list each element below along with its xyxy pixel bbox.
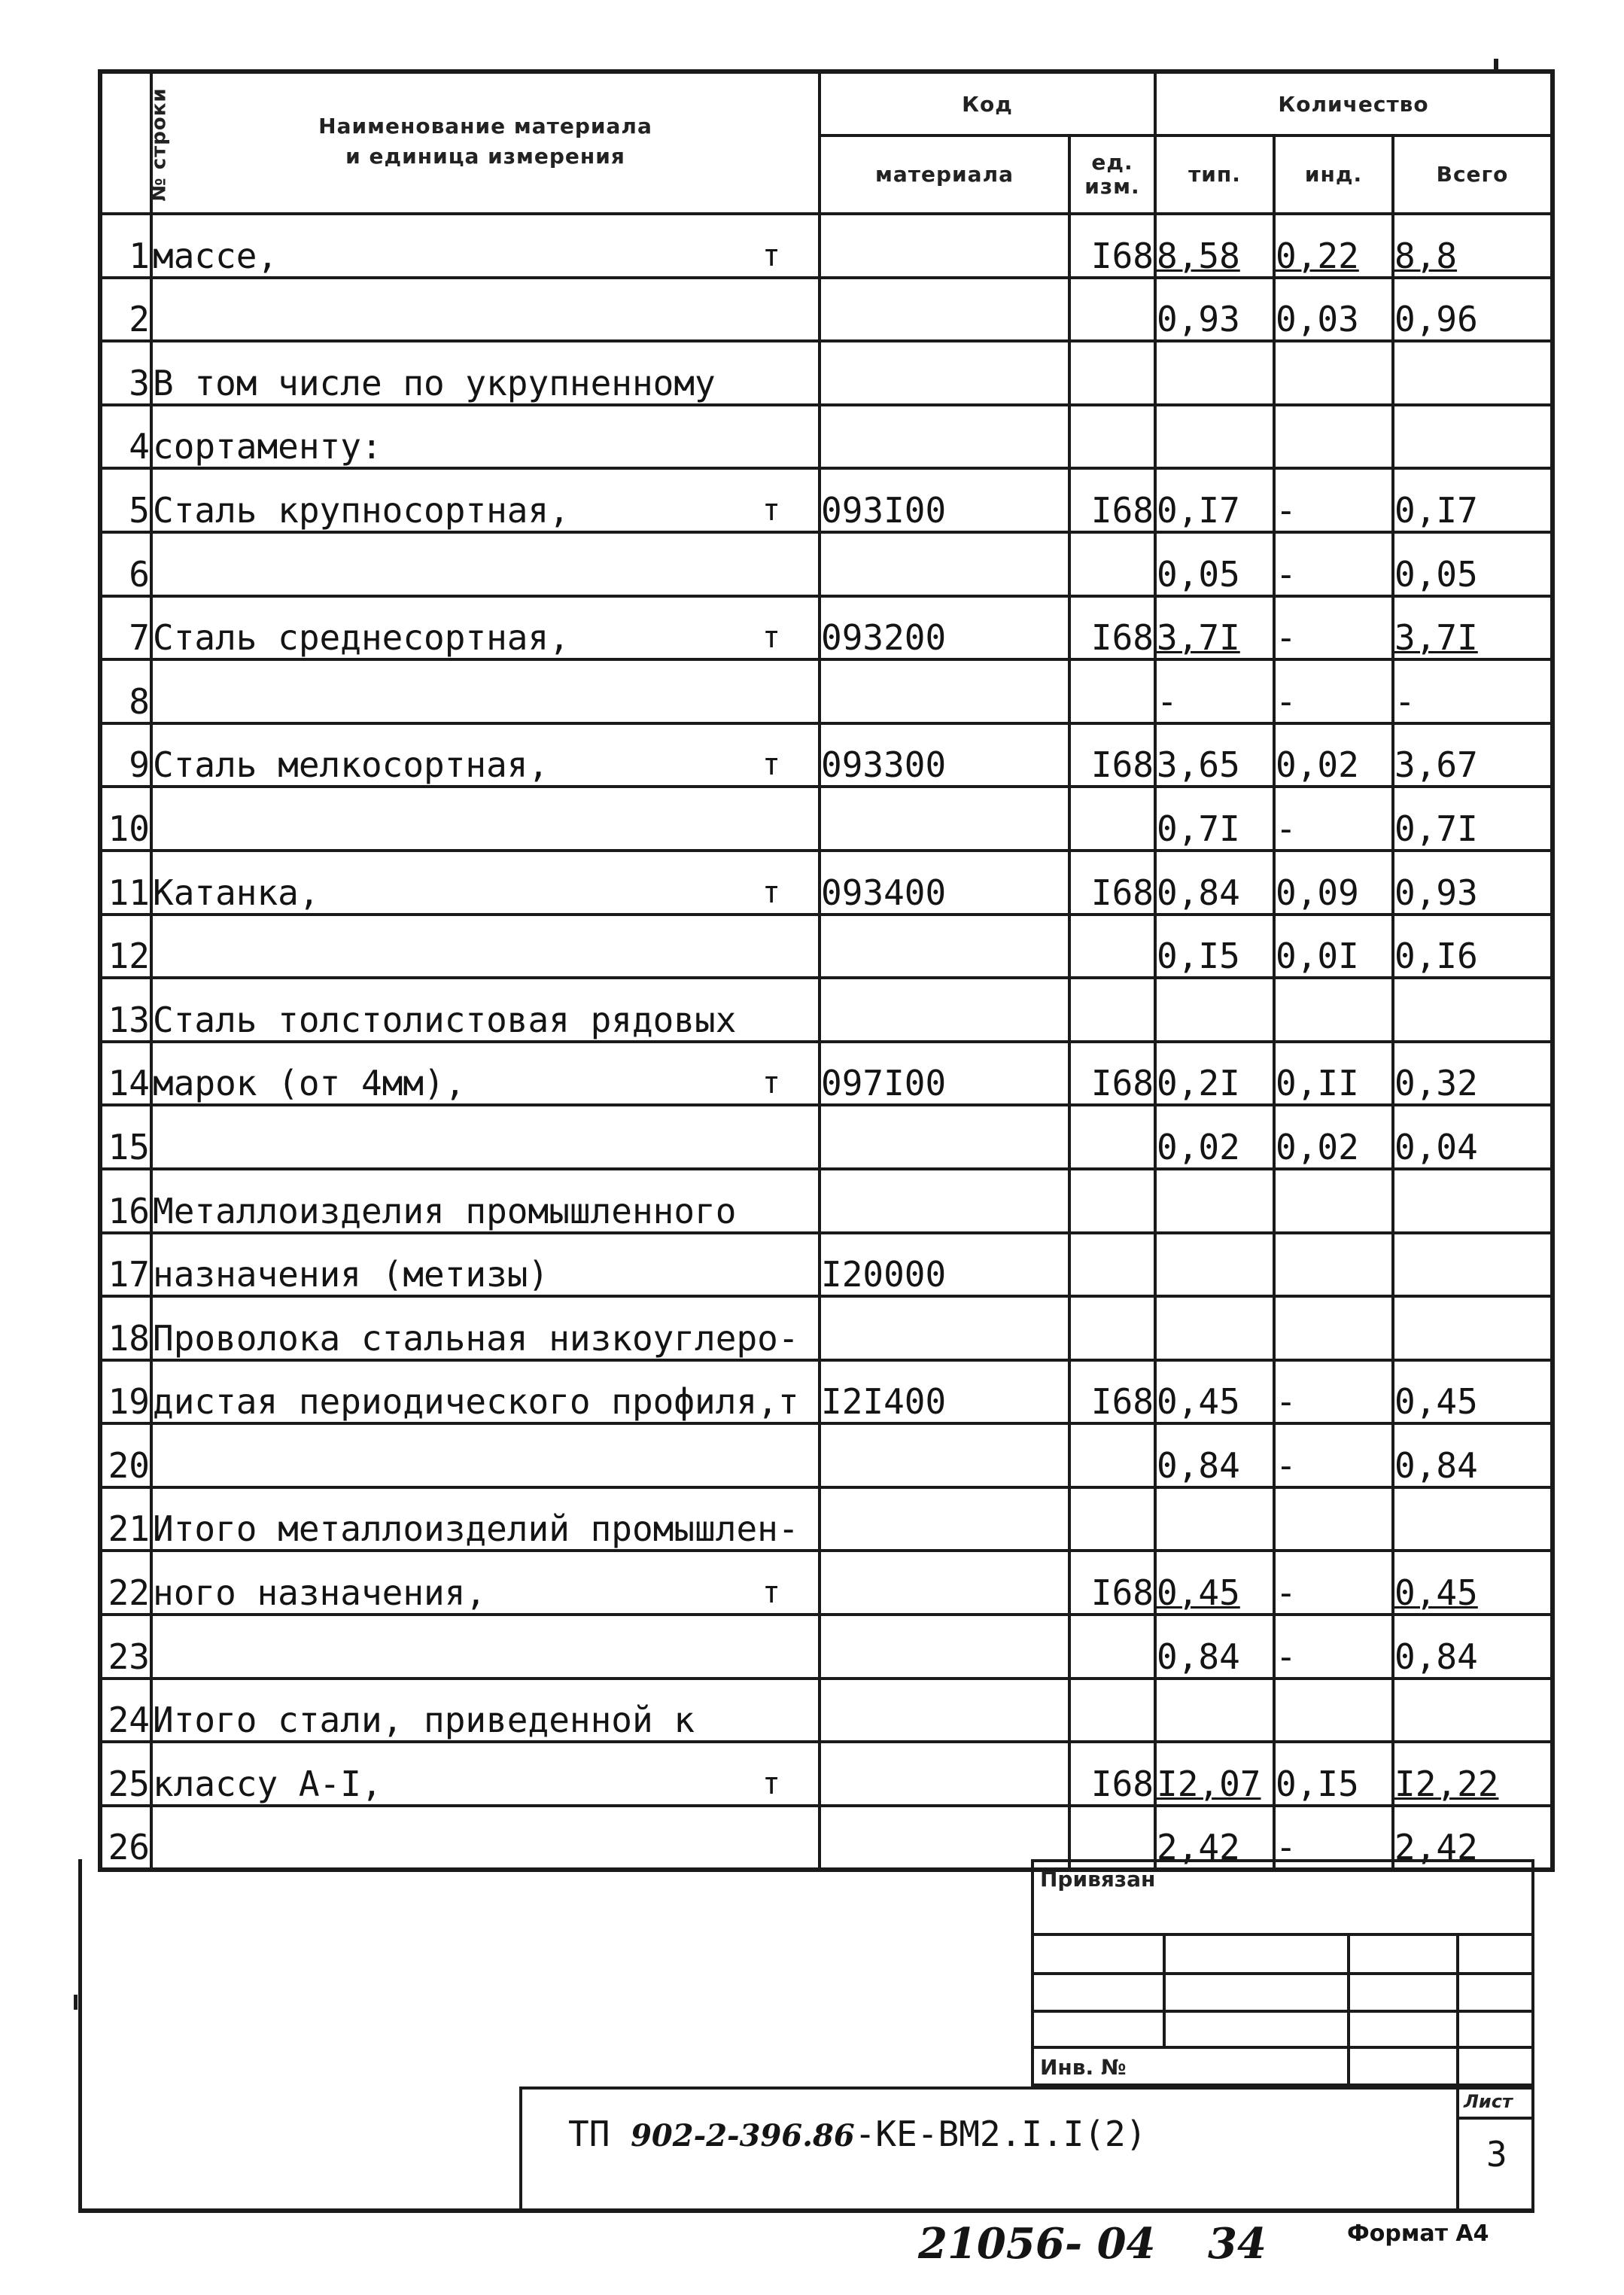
table-row xyxy=(100,1487,1553,1551)
material-name: назначения (метизы) xyxy=(151,1233,820,1297)
unit-code xyxy=(1069,1169,1155,1233)
qty-total: 0,45 xyxy=(1393,1360,1553,1424)
qty-typ-header: тип. xyxy=(1155,135,1274,214)
qty-ind: - xyxy=(1274,532,1393,596)
unit-code: I68 xyxy=(1069,1742,1155,1806)
material-name xyxy=(151,1615,820,1679)
qty-total: 0,93 xyxy=(1393,851,1553,915)
unit-letter: т xyxy=(762,875,780,910)
row-number: 4 xyxy=(100,405,151,469)
qty-typ: - xyxy=(1155,659,1274,723)
material-code xyxy=(820,787,1069,851)
qty-total xyxy=(1393,1487,1553,1551)
qty-ind xyxy=(1274,1296,1393,1360)
qty-total xyxy=(1393,1296,1553,1360)
material-name: ного назначения, т xyxy=(151,1551,820,1615)
unit-header: ед. изм. xyxy=(1069,135,1155,214)
table-row xyxy=(100,1042,1553,1106)
table-row xyxy=(100,1551,1553,1615)
qty-ind: 0,22 xyxy=(1274,214,1393,278)
row-number: 19 xyxy=(100,1360,151,1424)
unit-code: I68 xyxy=(1069,723,1155,787)
unit-letter: т xyxy=(762,620,780,656)
table-row xyxy=(100,978,1553,1042)
qty-ind: - xyxy=(1274,1423,1393,1487)
material-code: I2I400 xyxy=(820,1360,1069,1424)
unit-code: I68 xyxy=(1069,468,1155,532)
material-code: 093I00 xyxy=(820,468,1069,532)
material-name xyxy=(151,278,820,342)
material-name xyxy=(151,1423,820,1487)
row-number: 17 xyxy=(100,1233,151,1297)
table-row xyxy=(100,405,1553,469)
row-number: 1 xyxy=(100,214,151,278)
material-name: Сталь крупносортная, т xyxy=(151,468,820,532)
material-name: Катанка, т xyxy=(151,851,820,915)
unit-code xyxy=(1069,915,1155,979)
qty-ind: 0,03 xyxy=(1274,278,1393,342)
material-name: массе, т xyxy=(151,214,820,278)
sheet-rule xyxy=(1456,2117,1534,2120)
material-code-header: материала xyxy=(820,135,1069,214)
unit-code xyxy=(1069,341,1155,405)
unit-code xyxy=(1069,1296,1155,1360)
linked-label: Привязан xyxy=(1040,1867,1156,1892)
qty-typ: 0,93 xyxy=(1155,278,1274,342)
unit-code xyxy=(1069,1423,1155,1487)
qty-typ: 3,65 xyxy=(1155,723,1274,787)
qty-total: 0,7I xyxy=(1393,787,1553,851)
material-code: 093300 xyxy=(820,723,1069,787)
qty-typ: I2,07 xyxy=(1155,1742,1274,1806)
qty-total: 2,42 xyxy=(1393,1806,1553,1870)
qty-total: 0,84 xyxy=(1393,1615,1553,1679)
material-name-header: Наименование материала и единица измерения xyxy=(151,72,820,214)
qty-typ: 0,84 xyxy=(1155,851,1274,915)
qty-ind: 0,02 xyxy=(1274,1105,1393,1169)
row-number: 11 xyxy=(100,851,151,915)
stamp-divider xyxy=(1163,1933,1166,2046)
qty-ind xyxy=(1274,1679,1393,1743)
qty-ind: - xyxy=(1274,596,1393,660)
qty-typ: 0,45 xyxy=(1155,1360,1274,1424)
qty-typ: 0,84 xyxy=(1155,1615,1274,1679)
qty-typ xyxy=(1155,1233,1274,1297)
table-row xyxy=(100,1679,1553,1743)
row-number: 2 xyxy=(100,278,151,342)
material-code xyxy=(820,1105,1069,1169)
qty-total: 0,I7 xyxy=(1393,468,1553,532)
qty-ind: 0,I5 xyxy=(1274,1742,1393,1806)
material-code: 097I00 xyxy=(820,1042,1069,1106)
qty-total: 0,45 xyxy=(1393,1551,1553,1615)
table-row xyxy=(100,787,1553,851)
table-row xyxy=(100,915,1553,979)
row-number: 6 xyxy=(100,532,151,596)
table-row xyxy=(100,1105,1553,1169)
qty-typ xyxy=(1155,1487,1274,1551)
qty-ind xyxy=(1274,978,1393,1042)
qty-ind xyxy=(1274,341,1393,405)
material-code xyxy=(820,978,1069,1042)
qty-ind: 0,02 xyxy=(1274,723,1393,787)
unit-code: I68 xyxy=(1069,1360,1155,1424)
unit-letter: т xyxy=(762,747,780,783)
qty-total: 0,96 xyxy=(1393,278,1553,342)
qty-typ: 0,84 xyxy=(1155,1423,1274,1487)
material-name xyxy=(151,915,820,979)
material-code xyxy=(820,341,1069,405)
unit-letter: т xyxy=(762,1066,780,1101)
qty-ind: 0,II xyxy=(1274,1042,1393,1106)
table-row xyxy=(100,1742,1553,1806)
unit-code: I68 xyxy=(1069,1042,1155,1106)
unit-code xyxy=(1069,278,1155,342)
unit-code xyxy=(1069,405,1155,469)
unit-code xyxy=(1069,1679,1155,1743)
qty-ind: - xyxy=(1274,659,1393,723)
material-code xyxy=(820,405,1069,469)
unit-code xyxy=(1069,532,1155,596)
qty-typ: 3,7I xyxy=(1155,596,1274,660)
qty-ind: 0,09 xyxy=(1274,851,1393,915)
table-row xyxy=(100,723,1553,787)
row-number-header: № строки xyxy=(100,72,151,214)
qty-ind xyxy=(1274,405,1393,469)
material-name: марок (от 4мм), т xyxy=(151,1042,820,1106)
qty-total: 3,67 xyxy=(1393,723,1553,787)
qty-total xyxy=(1393,1169,1553,1233)
row-number: 13 xyxy=(100,978,151,1042)
material-code: 093400 xyxy=(820,851,1069,915)
qty-typ xyxy=(1155,405,1274,469)
qty-ind xyxy=(1274,1487,1393,1551)
unit-code xyxy=(1069,1105,1155,1169)
qty-ind: - xyxy=(1274,1551,1393,1615)
material-name: Итого металлоизделий промышлен- xyxy=(151,1487,820,1551)
qty-total: 0,32 xyxy=(1393,1042,1553,1106)
table-row xyxy=(100,532,1553,596)
unit-letter: т xyxy=(762,1766,780,1801)
table-row xyxy=(100,1233,1553,1297)
qty-ind: - xyxy=(1274,1360,1393,1424)
qty-typ xyxy=(1155,1679,1274,1743)
material-name xyxy=(151,787,820,851)
material-name xyxy=(151,532,820,596)
qty-total: - xyxy=(1393,659,1553,723)
specification-frame xyxy=(98,69,1550,1872)
row-number: 26 xyxy=(100,1806,151,1870)
row-number: 18 xyxy=(100,1296,151,1360)
stamp-divider xyxy=(1347,1933,1350,2087)
unit-code: I68 xyxy=(1069,851,1155,915)
row-number: 10 xyxy=(100,787,151,851)
qty-ind: - xyxy=(1274,787,1393,851)
material-code xyxy=(820,1679,1069,1743)
qty-typ: 0,45 xyxy=(1155,1551,1274,1615)
unit-code: I68 xyxy=(1069,214,1155,278)
material-code xyxy=(820,1742,1069,1806)
unit-code xyxy=(1069,978,1155,1042)
archive-number: 21056- 04 xyxy=(918,2219,1156,2269)
unit-code xyxy=(1069,1487,1155,1551)
corner-tick xyxy=(1494,59,1498,72)
inventory-label: Инв. № xyxy=(1040,2055,1127,2080)
material-name: Сталь толстолистовая рядовых xyxy=(151,978,820,1042)
material-code xyxy=(820,1551,1069,1615)
quantity-group-header: Количество xyxy=(1155,72,1553,135)
material-code xyxy=(820,915,1069,979)
row-number: 16 xyxy=(100,1169,151,1233)
qty-total: 8,8 xyxy=(1393,214,1553,278)
unit-code xyxy=(1069,1615,1155,1679)
material-code xyxy=(820,532,1069,596)
table-row xyxy=(100,1423,1553,1487)
row-number: 5 xyxy=(100,468,151,532)
material-code: 093200 xyxy=(820,596,1069,660)
qty-ind: - xyxy=(1274,1806,1393,1870)
qty-typ: 0,2I xyxy=(1155,1042,1274,1106)
material-name: классу А-I, т xyxy=(151,1742,820,1806)
qty-total xyxy=(1393,405,1553,469)
qty-ind xyxy=(1274,1233,1393,1297)
row-number: 22 xyxy=(100,1551,151,1615)
binding-tick xyxy=(74,1995,78,2010)
qty-typ: 0,I5 xyxy=(1155,915,1274,979)
qty-typ: 0,02 xyxy=(1155,1105,1274,1169)
qty-total xyxy=(1393,978,1553,1042)
material-code xyxy=(820,659,1069,723)
qty-typ xyxy=(1155,978,1274,1042)
row-number: 25 xyxy=(100,1742,151,1806)
row-number: 21 xyxy=(100,1487,151,1551)
unit-code: I68 xyxy=(1069,1551,1155,1615)
qty-typ: 0,05 xyxy=(1155,532,1274,596)
format-label: Формат А4 xyxy=(1347,2220,1489,2247)
unit-code xyxy=(1069,1233,1155,1297)
qty-total-header: Всего xyxy=(1393,135,1553,214)
sheet-divider xyxy=(1456,2087,1459,2213)
table-row xyxy=(100,341,1553,405)
material-code xyxy=(820,1169,1069,1233)
qty-total: 0,I6 xyxy=(1393,915,1553,979)
qty-ind: 0,0I xyxy=(1274,915,1393,979)
qty-total xyxy=(1393,1233,1553,1297)
code-group-header: Код xyxy=(820,72,1155,135)
qty-total: 0,05 xyxy=(1393,532,1553,596)
material-code: I20000 xyxy=(820,1233,1069,1297)
qty-typ: 0,7I xyxy=(1155,787,1274,851)
material-code xyxy=(820,1615,1069,1679)
row-number: 7 xyxy=(100,596,151,660)
qty-total: 3,7I xyxy=(1393,596,1553,660)
row-number: 3 xyxy=(100,341,151,405)
qty-total: 0,84 xyxy=(1393,1423,1553,1487)
unit-letter: т xyxy=(762,1575,780,1611)
material-code xyxy=(820,214,1069,278)
qty-total xyxy=(1393,1679,1553,1743)
material-code xyxy=(820,1487,1069,1551)
unit-code: I68 xyxy=(1069,596,1155,660)
stamp-divider xyxy=(1456,1933,1459,2087)
qty-ind-header: инд. xyxy=(1274,135,1393,214)
material-name: Проволока стальная низкоуглеро- xyxy=(151,1296,820,1360)
sheet-label: Лист xyxy=(1464,2091,1513,2112)
row-number: 9 xyxy=(100,723,151,787)
qty-typ xyxy=(1155,341,1274,405)
row-number: 24 xyxy=(100,1679,151,1743)
material-name: В том числе по укрупненному xyxy=(151,341,820,405)
material-table xyxy=(98,69,1555,1872)
unit-code xyxy=(1069,787,1155,851)
qty-ind: - xyxy=(1274,1615,1393,1679)
row-number: 12 xyxy=(100,915,151,979)
material-name: Итого стали, приведенной к xyxy=(151,1679,820,1743)
material-name: Сталь среднесортная, т xyxy=(151,596,820,660)
archive-page: 34 xyxy=(1208,2219,1267,2269)
qty-total: I2,22 xyxy=(1393,1742,1553,1806)
table-row xyxy=(100,851,1553,915)
qty-typ xyxy=(1155,1169,1274,1233)
material-code xyxy=(820,1296,1069,1360)
material-rows xyxy=(100,214,1553,1870)
sheet-number: 3 xyxy=(1486,2134,1507,2175)
material-code xyxy=(820,278,1069,342)
unit-letter: т xyxy=(762,238,780,273)
qty-total xyxy=(1393,341,1553,405)
qty-typ xyxy=(1155,1296,1274,1360)
row-number: 8 xyxy=(100,659,151,723)
row-number: 15 xyxy=(100,1105,151,1169)
table-row xyxy=(100,596,1553,660)
material-name: Металлоизделия промышленного xyxy=(151,1169,820,1233)
material-name xyxy=(151,1105,820,1169)
qty-total: 0,04 xyxy=(1393,1105,1553,1169)
unit-letter: т xyxy=(762,492,780,528)
qty-ind xyxy=(1274,1169,1393,1233)
material-name: сортаменту: xyxy=(151,405,820,469)
qty-typ: 2,42 xyxy=(1155,1806,1274,1870)
table-row xyxy=(100,214,1553,278)
document-designation: ТП 902-2-396.86-КЕ-ВМ2.I.I(2) xyxy=(568,2114,1147,2154)
material-code xyxy=(820,1423,1069,1487)
table-row xyxy=(100,659,1553,723)
table-row xyxy=(100,1169,1553,1233)
table-row xyxy=(100,1296,1553,1360)
material-name: Сталь мелкосортная, т xyxy=(151,723,820,787)
row-number: 20 xyxy=(100,1423,151,1487)
material-name xyxy=(151,659,820,723)
qty-ind: - xyxy=(1274,468,1393,532)
row-number: 14 xyxy=(100,1042,151,1106)
table-row xyxy=(100,278,1553,342)
material-name: дистая периодического профиля,т xyxy=(151,1360,820,1424)
table-row xyxy=(100,1615,1553,1679)
qty-typ: 8,58 xyxy=(1155,214,1274,278)
qty-typ: 0,I7 xyxy=(1155,468,1274,532)
unit-code xyxy=(1069,659,1155,723)
table-row xyxy=(100,468,1553,532)
table-row xyxy=(100,1360,1553,1424)
row-number: 23 xyxy=(100,1615,151,1679)
